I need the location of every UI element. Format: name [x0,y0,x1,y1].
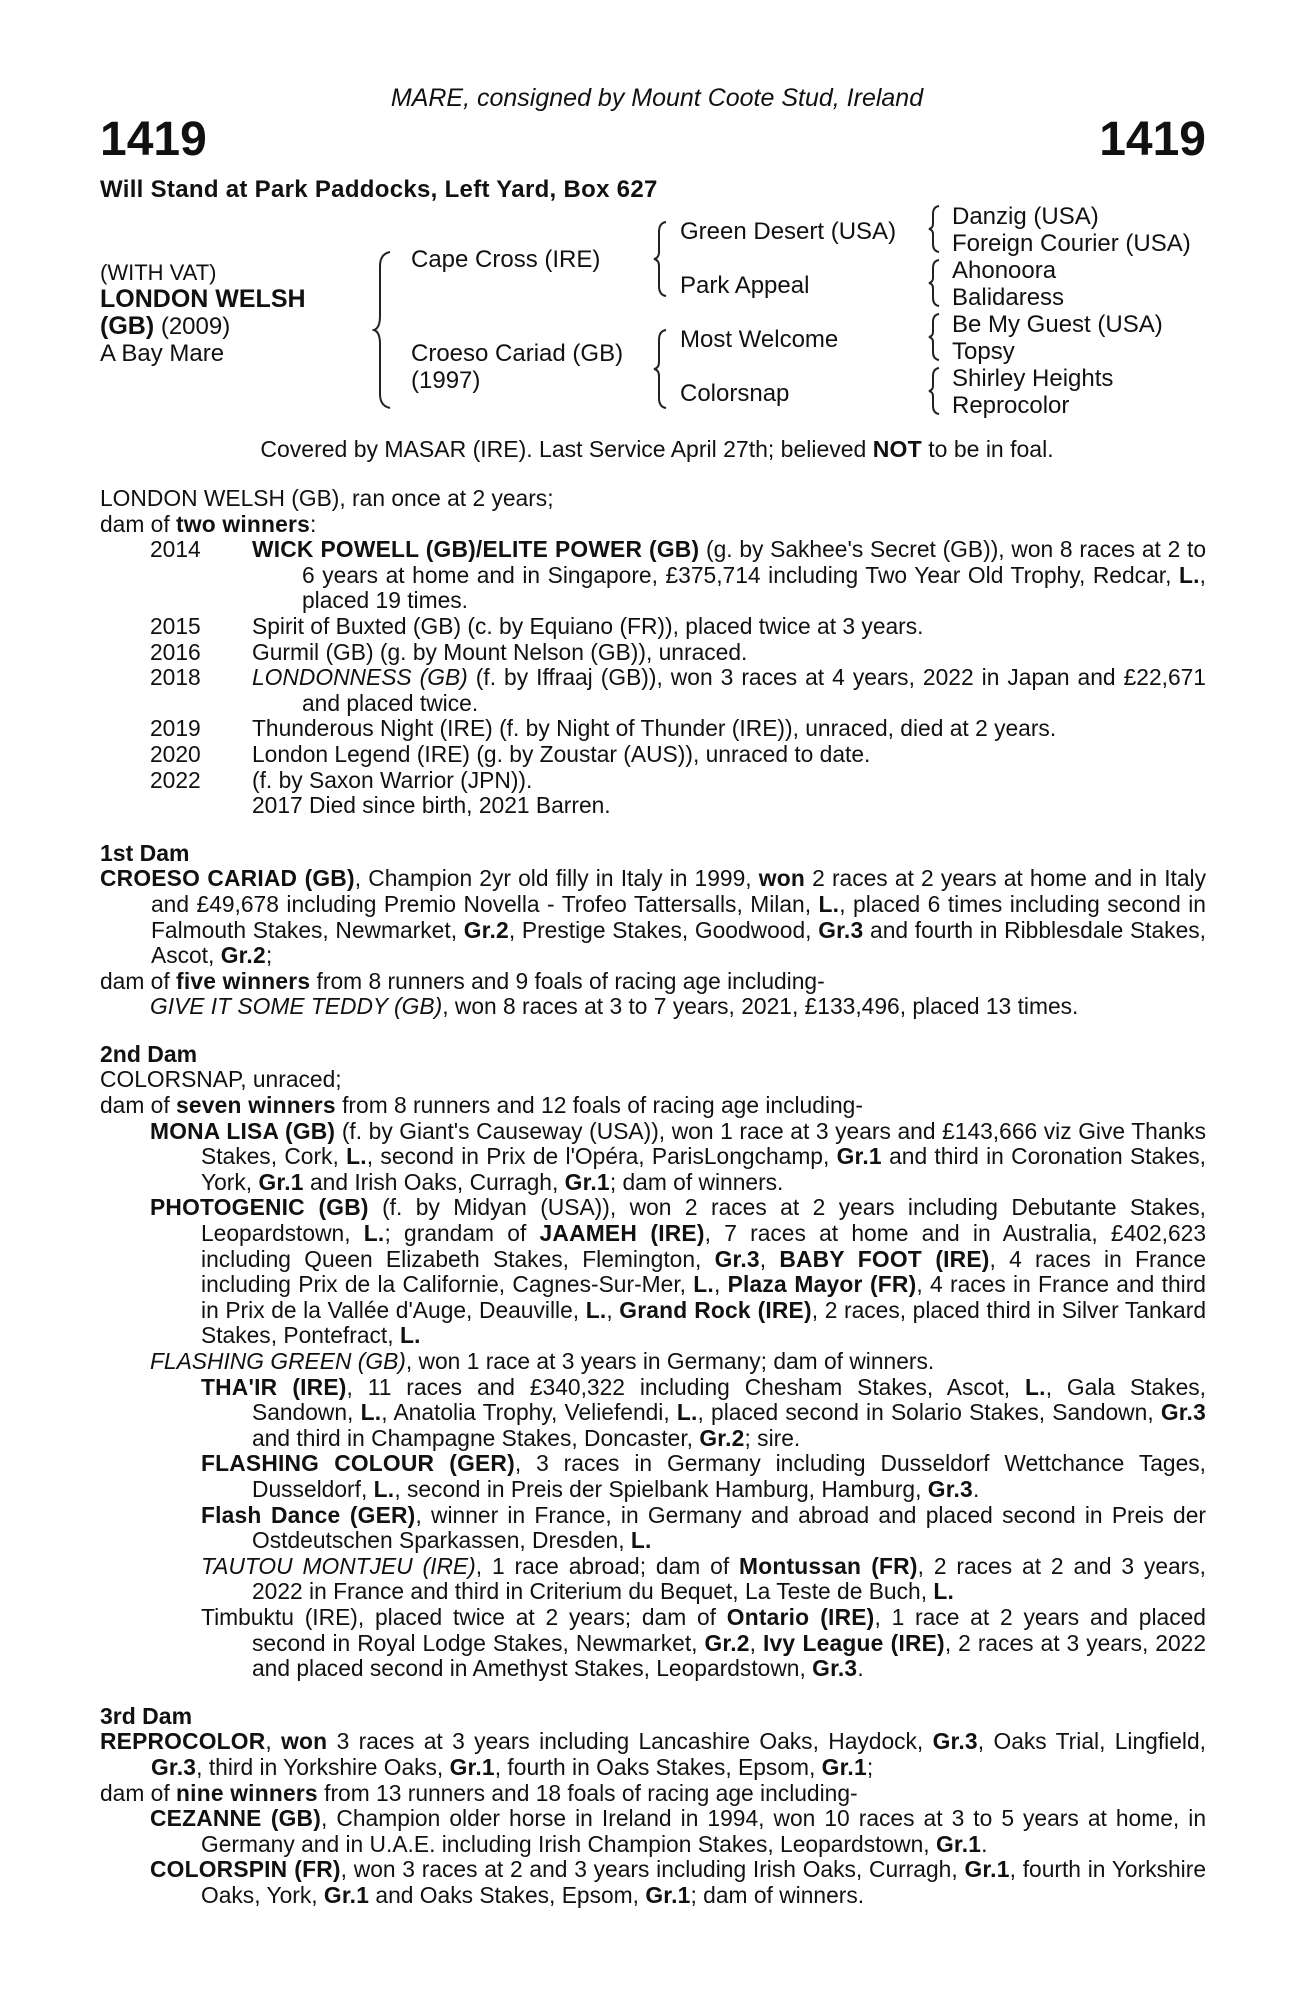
foal-timbuktu: Timbuktu (IRE), placed twice at 2 years; dam of Ontario (IRE), 1 race at 2 years and placed second in Royal Lodge Stakes, Newmarket, Gr.2, Ivy League (IRE), 2 races at 3 years, 2022 and placed second in Amethyst Stakes, Leopardstown, Gr.3. [201,1603,1206,1682]
pedigree-brace-g1 [927,204,943,254]
third-dam-heading: 3rd Dam [100,1702,193,1729]
produce-row: 2016 Gurmil (GB) (g. by Mount Nelson (GB)), unraced. [150,638,748,665]
third-dam-record: REPROCOLOR, won 3 races at 3 years including Lancashire Oaks, Haydock, Gr.3, Oaks Trial, Lingfield, Gr.3, third in Yorkshire Oaks, Gr.1, fourth in Oaks Stakes, Epsom, Gr.1; [100,1728,1206,1780]
lot-number-left: 1419 [100,113,207,166]
catalogue-body [100,486,1206,1908]
pedigree-brace-main [372,250,396,410]
pedigree-dam-year: (1997) [411,367,481,394]
pedigree-dam-name: Croeso Cariad (GB) [411,340,624,367]
covered-statement [0,436,1314,463]
pedigree-brace-sire [652,220,670,298]
produce-row: 2014 WICK POWELL (GB)/ELITE POWER (GB) (g. by Sakhee's Secret (GB)), won 8 races at 2 to 6 years at home and in Singapore, £375,714 including Two Year Old Trophy, Redcar, L., placed 19 times. [150,536,1206,614]
horse-name: LONDON WELSH [100,285,306,313]
horse-identity [100,259,306,367]
produce-row: 2018 LONDONNESS (GB) (f. by Iffraaj (GB)), won 3 races at 4 years, 2022 in Japan and £22,671 and placed twice. [150,664,1206,716]
pedigree-g4b: Reprocolor [952,392,1070,419]
pedigree-g1a: Danzig (USA) [952,203,1099,230]
pedigree-brace-g2 [927,258,943,308]
produce-row: 2020 London Legend (IRE) (g. by Zoustar (AUS)), unraced to date. [150,740,871,767]
second-dam-intro: COLORSNAP, unraced; [100,1066,342,1093]
produce-row: 2019 Thunderous Night (IRE) (f. by Night of Thunder (IRE)), unraced, died at 2 years. [150,715,1057,742]
produce-row: 2015 Spirit of Buxted (GB) (c. by Equiano (FR)), placed twice at 3 years. [150,612,924,639]
consignor-subtitle: MARE, consigned by Mount Coote Stud, Ireland [390,84,924,112]
pedigree-g2a: Ahonoora [952,257,1057,284]
first-dam-foal: GIVE IT SOME TEDDY (GB), won 8 races at 3 to 7 years, 2021, £133,496, placed 13 times. [150,993,1079,1020]
pedigree-brace-g4 [927,366,943,416]
horse-year: (2009) [154,313,231,340]
pedigree-g1b: Foreign Courier (USA) [952,230,1191,257]
lot-number-right: 1419 [1099,113,1206,166]
covered-text: Covered by MASAR (IRE). Last Service April 27th; believed [260,436,873,462]
pedigree-g4a: Shirley Heights [952,365,1114,392]
horse-description: A Bay Mare [100,340,225,367]
pedigree-brace-dam [652,328,670,410]
covered-not: NOT [872,436,922,462]
second-dam-produce: dam of seven winners from 8 runners and 12 foals of racing age including- [100,1092,863,1119]
foal-thair: THA'IR (IRE), 11 races and £340,322 including Chesham Stakes, Ascot, L., Gala Stakes, Sandown, L., Anatolia Trophy, Veliefendi, L., placed second in Solario Stakes, Sandown, Gr.3 and third in Champagne Stakes, Doncaster, Gr.2; sire. [201,1373,1206,1451]
third-dam-produce: dam of nine winners from 13 runners and 18 foals of racing age including- [100,1779,858,1806]
horse-country: (GB) [100,312,155,340]
pedigree-g3a: Be My Guest (USA) [952,311,1163,338]
second-dam-heading: 2nd Dam [100,1040,198,1067]
foal-flash-dance: Flash Dance (GER), winner in France, in Germany and abroad and placed second in Preis der Ostdeutschen Sparkassen, Dresden, L. [201,1501,1206,1554]
foal-flashing-green: FLASHING GREEN (GB), won 1 race at 3 years in Germany; dam of winners. [150,1348,935,1374]
foal-cezanne: CEZANNE (GB), Champion older horse in Ireland in 1994, won 10 races at 3 to 5 years at home, in Germany and in U.A.E. including Irish Champion Stakes, Leopardstown, Gr.1. [150,1805,1206,1857]
produce-row: 2017 Died since birth, 2021 Barren. [252,792,611,819]
pedigree-sire-sire: Green Desert (USA) [680,218,897,245]
pedigree-sire-dam: Park Appeal [680,272,810,299]
pedigree-dam [411,340,623,394]
produce-row: 2022 (f. by Saxon Warrior (JPN)). [150,766,533,793]
pedigree-dam-dam: Colorsnap [680,380,790,407]
produce-intro: LONDON WELSH (GB), ran once at 2 years; [100,485,554,511]
pedigree-sire: Cape Cross (IRE) [411,246,601,273]
vat-note: (WITH VAT) [100,260,217,285]
foal-tautou-montjeu: TAUTOU MONTJEU (IRE), 1 race abroad; dam of Montussan (FR), 2 races at 2 and 3 years, 2022 in France and third in Criterium du Bequet, La Teste de Buch, L. [201,1552,1207,1605]
first-dam-record: CROESO CARIAD (GB), Champion 2yr old filly in Italy in 1999, won 2 races at 2 years at home and in Italy and £49,678 including Premio Novella - Trofeo Tattersalls, Milan, L., placed 6 times including second in Falmouth Stakes, Newmarket, Gr.2, Prestige Stakes, Goodwood, Gr.3 and fourth in Ribblesdale Stakes, Ascot, Gr.2; [100,865,1206,969]
pedigree-brace-g3 [927,312,943,362]
stand-location: Will Stand at Park Paddocks, Left Yard, Box 627 [100,176,658,203]
first-dam-produce: dam of five winners from 8 runners and 9 foals of racing age including- [100,967,825,994]
foal-photogenic: PHOTOGENIC (GB) (f. by Midyan (USA)), won 2 races at 2 years including Debutante Stakes, Leopardstown, L.; grandam of JAAMEH (IRE), 7 races at home and in Australia, £402,623 including Queen Elizabeth Stakes, Flemington, Gr.3, BABY FOOT (IRE), 4 races in France including Prix de la Californie, Cagnes-Sur-Mer, L., Plaza Mayor (FR), 4 races in France and third in Prix de la Vallée d'Auge, Deauville, L., Grand Rock (IRE), 2 races, placed third in Silver Tankard Stakes, Pontefract, L. [150,1194,1207,1349]
foal-flashing-colour: FLASHING COLOUR (GER), 3 races in Germany including Dusseldorf Wettchance Tages, Dusseldorf, L., second in Preis der Spielbank Hamburg, Hamburg, Gr.3. [201,1450,1206,1502]
produce-winners: dam of two winners: [100,510,317,537]
foal-colorspin: COLORSPIN (FR), won 3 races at 2 and 3 years including Irish Oaks, Curragh, Gr.1, fourth in Yorkshire Oaks, York, Gr.1 and Oaks Stakes, Epsom, Gr.1; dam of winners. [150,1856,1207,1908]
pedigree-dam-sire: Most Welcome [680,326,839,353]
first-dam-heading: 1st Dam [100,839,190,866]
pedigree-g3b: Topsy [952,338,1015,365]
foal-mona-lisa: MONA LISA (GB) (f. by Giant's Causeway (USA)), won 1 race at 3 years and £143,666 viz Give Thanks Stakes, Cork, L., second in Prix de l'Opéra, ParisLongchamp, Gr.1 and third in Coronation Stakes, York, Gr.1 and Irish Oaks, Curragh, Gr.1; dam of winners. [150,1117,1206,1195]
pedigree-g2b: Balidaress [952,284,1065,311]
covered-text-end: to be in foal. [921,436,1054,462]
